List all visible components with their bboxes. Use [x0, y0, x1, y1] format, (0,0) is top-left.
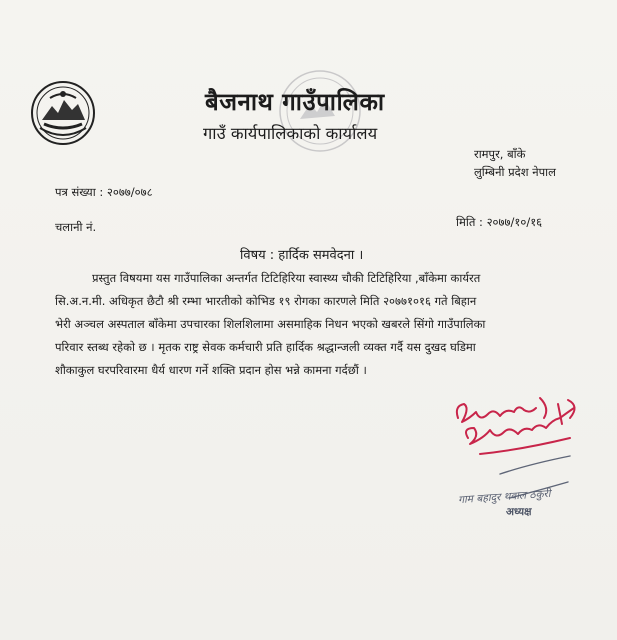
- address-line-1: रामपुर, बाँके: [474, 147, 526, 161]
- body-paragraph-line: प्रस्तुत विषयमा यस गाउँपालिका अन्तर्गत टिटिहिरिया स्वास्थ्य चौकी टिटिहिरिया ,बाँकेमा कार्यरत: [92, 271, 481, 285]
- body-paragraph-line: शौकाकुल घरपरिवारमा धैर्य धारण गर्ने शक्ति प्रदान होस भन्ने कामना गर्दछौं ।: [55, 363, 367, 377]
- dispatch-number: चलानी नं.: [55, 220, 97, 234]
- signatory-stamp-name: गाम बहादुर थवाल ठकुरी: [457, 487, 551, 507]
- address-line-2: लुम्बिनी प्रदेश नेपाल: [474, 165, 556, 179]
- letter-subject: विषय : हार्दिक समवेदना ।: [240, 248, 364, 263]
- body-paragraph-line: परिवार स्तब्ध रहेको छ । मृतक राष्ट्र सेवक कर्मचारी प्रति हार्दिक श्रद्धान्जली व्यक्त गर्दै यस दुखद घडिमा: [55, 340, 476, 354]
- nepal-government-emblem: [30, 80, 96, 146]
- reference-number: पत्र संख्या : २०७७/०७८: [55, 185, 153, 199]
- letter-date: मिति : २०७७/१०/१६: [456, 215, 543, 229]
- signatory-stamp-title: अध्यक्ष: [506, 506, 532, 518]
- body-paragraph-line: सि.अ.न.मी. अधिकृत छैटौ श्री रम्भा भारतीको कोभिड १९ रोगका कारणले मिति २०७७१०१६ गते बिहान: [55, 294, 477, 308]
- office-subtitle: गाउँ कार्यपालिकाको कार्यालय: [203, 124, 378, 143]
- municipality-title: बैजनाथ गाउँपालिका: [205, 88, 385, 116]
- body-paragraph-line: भेरी अञ्चल अस्पताल बाँकेमा उपचारका शिलशिलामा असमाहिक निधन भएको खबरले सिंगो गाउँपालिका: [55, 317, 486, 331]
